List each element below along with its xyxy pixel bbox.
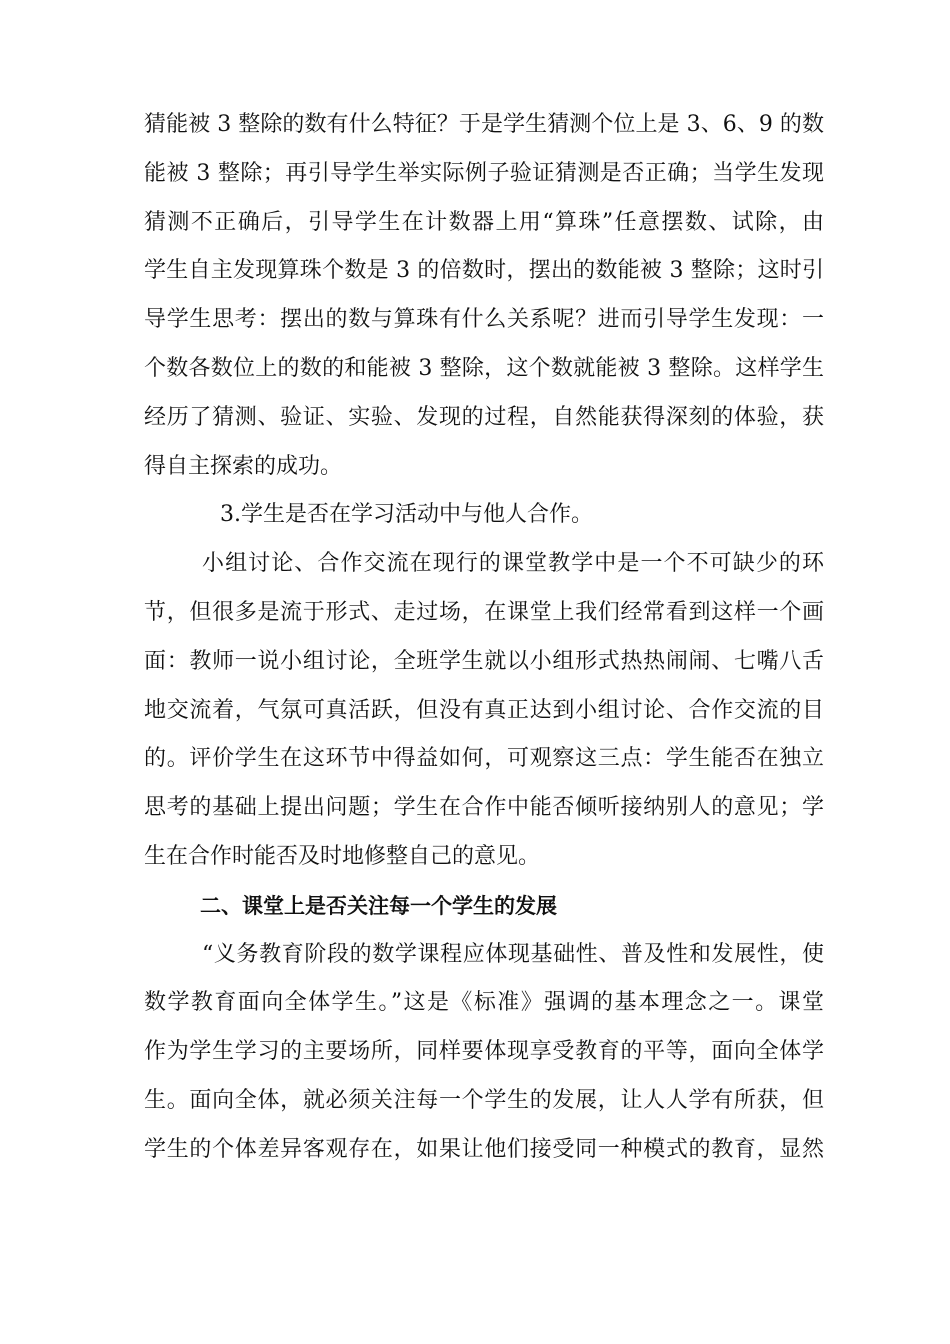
text-line: 作为学生学习的主要场所，同样要体现享受教育的平等，面向全体学: [144, 1039, 824, 1065]
text-line: 生在合作时能否及时地修整自己的意见。: [144, 843, 541, 869]
text-line: 思考的基础上提出问题；学生在合作中能否倾听接纳别人的意见；学: [144, 795, 824, 821]
text-line: 得自主探索的成功。: [144, 453, 343, 479]
paragraph-every-student: [144, 931, 824, 1175]
document-body: [144, 101, 824, 1175]
text-line: 导学生思考：摆出的数与算珠有什么关系呢？进而引导学生发现：一: [144, 307, 824, 333]
paragraph-continuation: [144, 101, 824, 491]
text-line: 面：教师一说小组讨论，全班学生就以小组形式热热闹闹、七嘴八舌: [144, 648, 824, 674]
text-line: 学生自主发现算珠个数是 3 的倍数时，摆出的数能被 3 整除；这时引: [144, 258, 824, 284]
text-line: 的。评价学生在这环节中得益如何，可观察这三点：学生能否在独立: [144, 746, 824, 772]
section-2-heading: 二、课堂上是否关注每一个学生的发展: [200, 893, 557, 918]
text-line: 数学教育面向全体学生。”这是《标准》强调的基本理念之一。课堂: [144, 990, 824, 1016]
text-line: 小组讨论、合作交流在现行的课堂教学中是一个不可缺少的环: [202, 551, 824, 577]
text-line: “义务教育阶段的数学课程应体现基础性、普及性和发展性，使: [202, 941, 824, 967]
text-line: 个数各数位上的数的和能被 3 整除，这个数就能被 3 整除。这样学生: [144, 355, 824, 381]
paragraph-cooperation: [144, 540, 824, 882]
text-line: 节，但很多是流于形式、走过场，在课堂上我们经常看到这样一个画: [144, 599, 824, 625]
text-line: 学生的个体差异客观存在，如果让他们接受同一种模式的教育，显然: [144, 1136, 824, 1162]
text-line: 生。面向全体，就必须关注每一个学生的发展，让人人学有所获，但: [144, 1087, 824, 1113]
text-line: 猜测不正确后，引导学生在计数器上用“算珠”任意摆数、试除，由: [144, 209, 824, 235]
text-line: 能被 3 整除；再引导学生举实际例子验证猜测是否正确；当学生发现: [144, 160, 824, 186]
text-line: 猜能被 3 整除的数有什么特征？于是学生猜测个位上是 3、6、9 的数: [144, 112, 824, 137]
item-3-heading: 3.学生是否在学习活动中与他人合作。: [220, 502, 593, 528]
text-line: 经历了猜测、验证、实验、发现的过程，自然能获得深刻的体验，获: [144, 404, 824, 430]
text-line: 地交流着，气氛可真活跃，但没有真正达到小组讨论、合作交流的目: [144, 697, 824, 723]
